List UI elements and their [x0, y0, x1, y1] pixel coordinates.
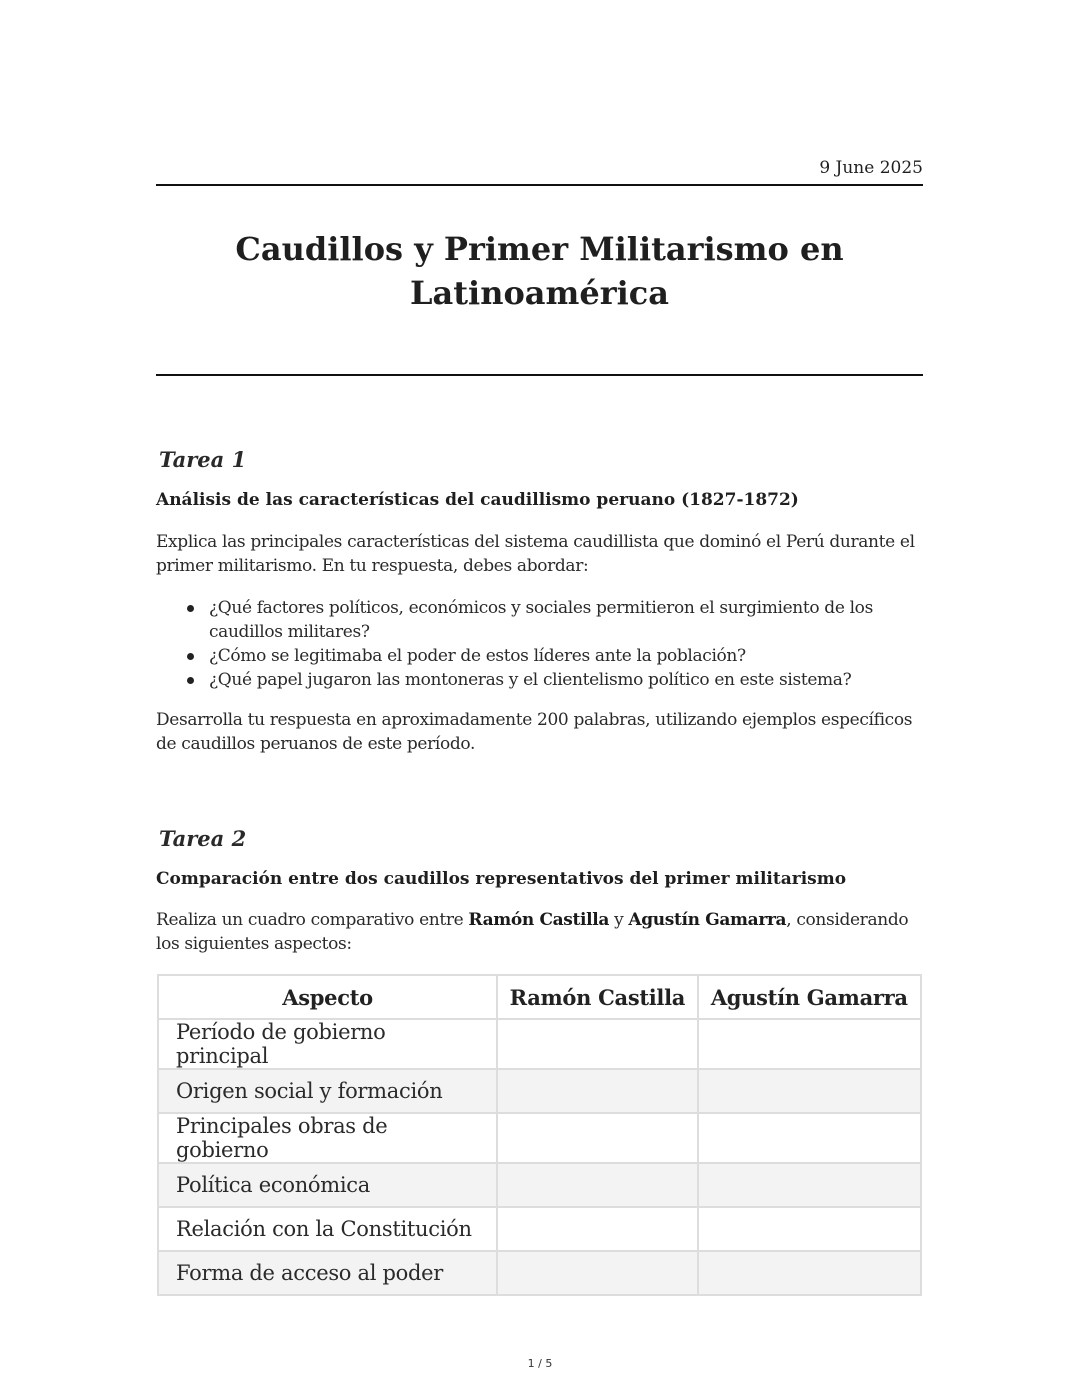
column-header-agustin-gamarra: Agustín Gamarra: [698, 975, 921, 1019]
table-row: [158, 1113, 921, 1163]
aspect-cell: Relación con la Constitución: [158, 1207, 497, 1251]
table-row: [158, 1163, 921, 1207]
castilla-answer-cell[interactable]: [497, 1163, 697, 1207]
table-header-row: [158, 975, 921, 1019]
question-text: ¿Cómo se legitimaba el poder de estos líderes ante la población?: [209, 646, 746, 666]
bullet-icon: [187, 605, 194, 612]
name-agustin-gamarra: Agustín Gamarra: [628, 910, 787, 930]
castilla-answer-cell[interactable]: [497, 1207, 697, 1251]
gamarra-answer-cell[interactable]: [698, 1113, 921, 1163]
task-1-intro: Explica las principales características del sistema caudillista que dominó el Perú durante el primer militarismo. En tu respuesta, debes abordar:: [156, 532, 915, 576]
aspect-cell: Período de gobierno principal: [158, 1019, 497, 1069]
aspect-cell: Forma de acceso al poder: [158, 1251, 497, 1295]
task-1-question-list: [156, 596, 926, 692]
intro-text: , considerando los siguientes aspectos:: [156, 910, 909, 954]
title-line-1: Caudillos y Primer Militarismo en: [235, 230, 844, 268]
table-row: [158, 1207, 921, 1251]
gamarra-answer-cell[interactable]: [698, 1207, 921, 1251]
castilla-answer-cell[interactable]: [497, 1113, 697, 1163]
task-2-label: Tarea 2: [159, 826, 247, 851]
list-item: [156, 596, 926, 644]
name-ramon-castilla: Ramón Castilla: [468, 910, 610, 930]
column-header-aspecto: Aspecto: [158, 975, 497, 1019]
table-row: [158, 1069, 921, 1113]
page-indicator: 1 / 5: [527, 1357, 553, 1370]
title-line-2: Latinoamérica: [410, 274, 669, 312]
castilla-answer-cell[interactable]: [497, 1251, 697, 1295]
intro-text: Realiza un cuadro comparativo entre: [156, 910, 469, 930]
intro-text: y: [609, 910, 629, 930]
aspect-cell: Política económica: [158, 1163, 497, 1207]
aspect-cell: Principales obras de gobierno: [158, 1113, 497, 1163]
question-text: ¿Qué papel jugaron las montoneras y el clientelismo político en este sistema?: [209, 670, 852, 690]
title-divider: [156, 374, 923, 376]
question-text: ¿Qué factores políticos, económicos y sociales permitieron el surgimiento de los caudillos militares?: [209, 598, 873, 642]
aspect-cell: Origen social y formación: [158, 1069, 497, 1113]
gamarra-answer-cell[interactable]: [698, 1251, 921, 1295]
gamarra-answer-cell[interactable]: [698, 1019, 921, 1069]
list-item: [156, 668, 926, 692]
document-title: [156, 227, 923, 315]
table-row: [158, 1019, 921, 1069]
document-date: 9 June 2025: [819, 158, 923, 178]
column-header-ramon-castilla: Ramón Castilla: [497, 975, 697, 1019]
task-1-closing: Desarrolla tu respuesta en aproximadamente 200 palabras, utilizando ejemplos específicos de caudillos peruanos de este período.: [156, 710, 913, 754]
castilla-answer-cell[interactable]: [497, 1069, 697, 1113]
list-item: [156, 644, 926, 668]
comparison-table: [157, 974, 922, 1296]
header-divider: [156, 184, 923, 186]
task-2-heading: Comparación entre dos caudillos representativos del primer militarismo: [156, 869, 847, 889]
castilla-answer-cell[interactable]: [497, 1019, 697, 1069]
gamarra-answer-cell[interactable]: [698, 1163, 921, 1207]
table-row: [158, 1251, 921, 1295]
task-2-intro: [156, 908, 926, 956]
bullet-icon: [187, 677, 194, 684]
bullet-icon: [187, 653, 194, 660]
task-1-label: Tarea 1: [159, 447, 247, 472]
gamarra-answer-cell[interactable]: [698, 1069, 921, 1113]
task-1-heading: Análisis de las características del caudillismo peruano (1827-1872): [156, 490, 799, 510]
